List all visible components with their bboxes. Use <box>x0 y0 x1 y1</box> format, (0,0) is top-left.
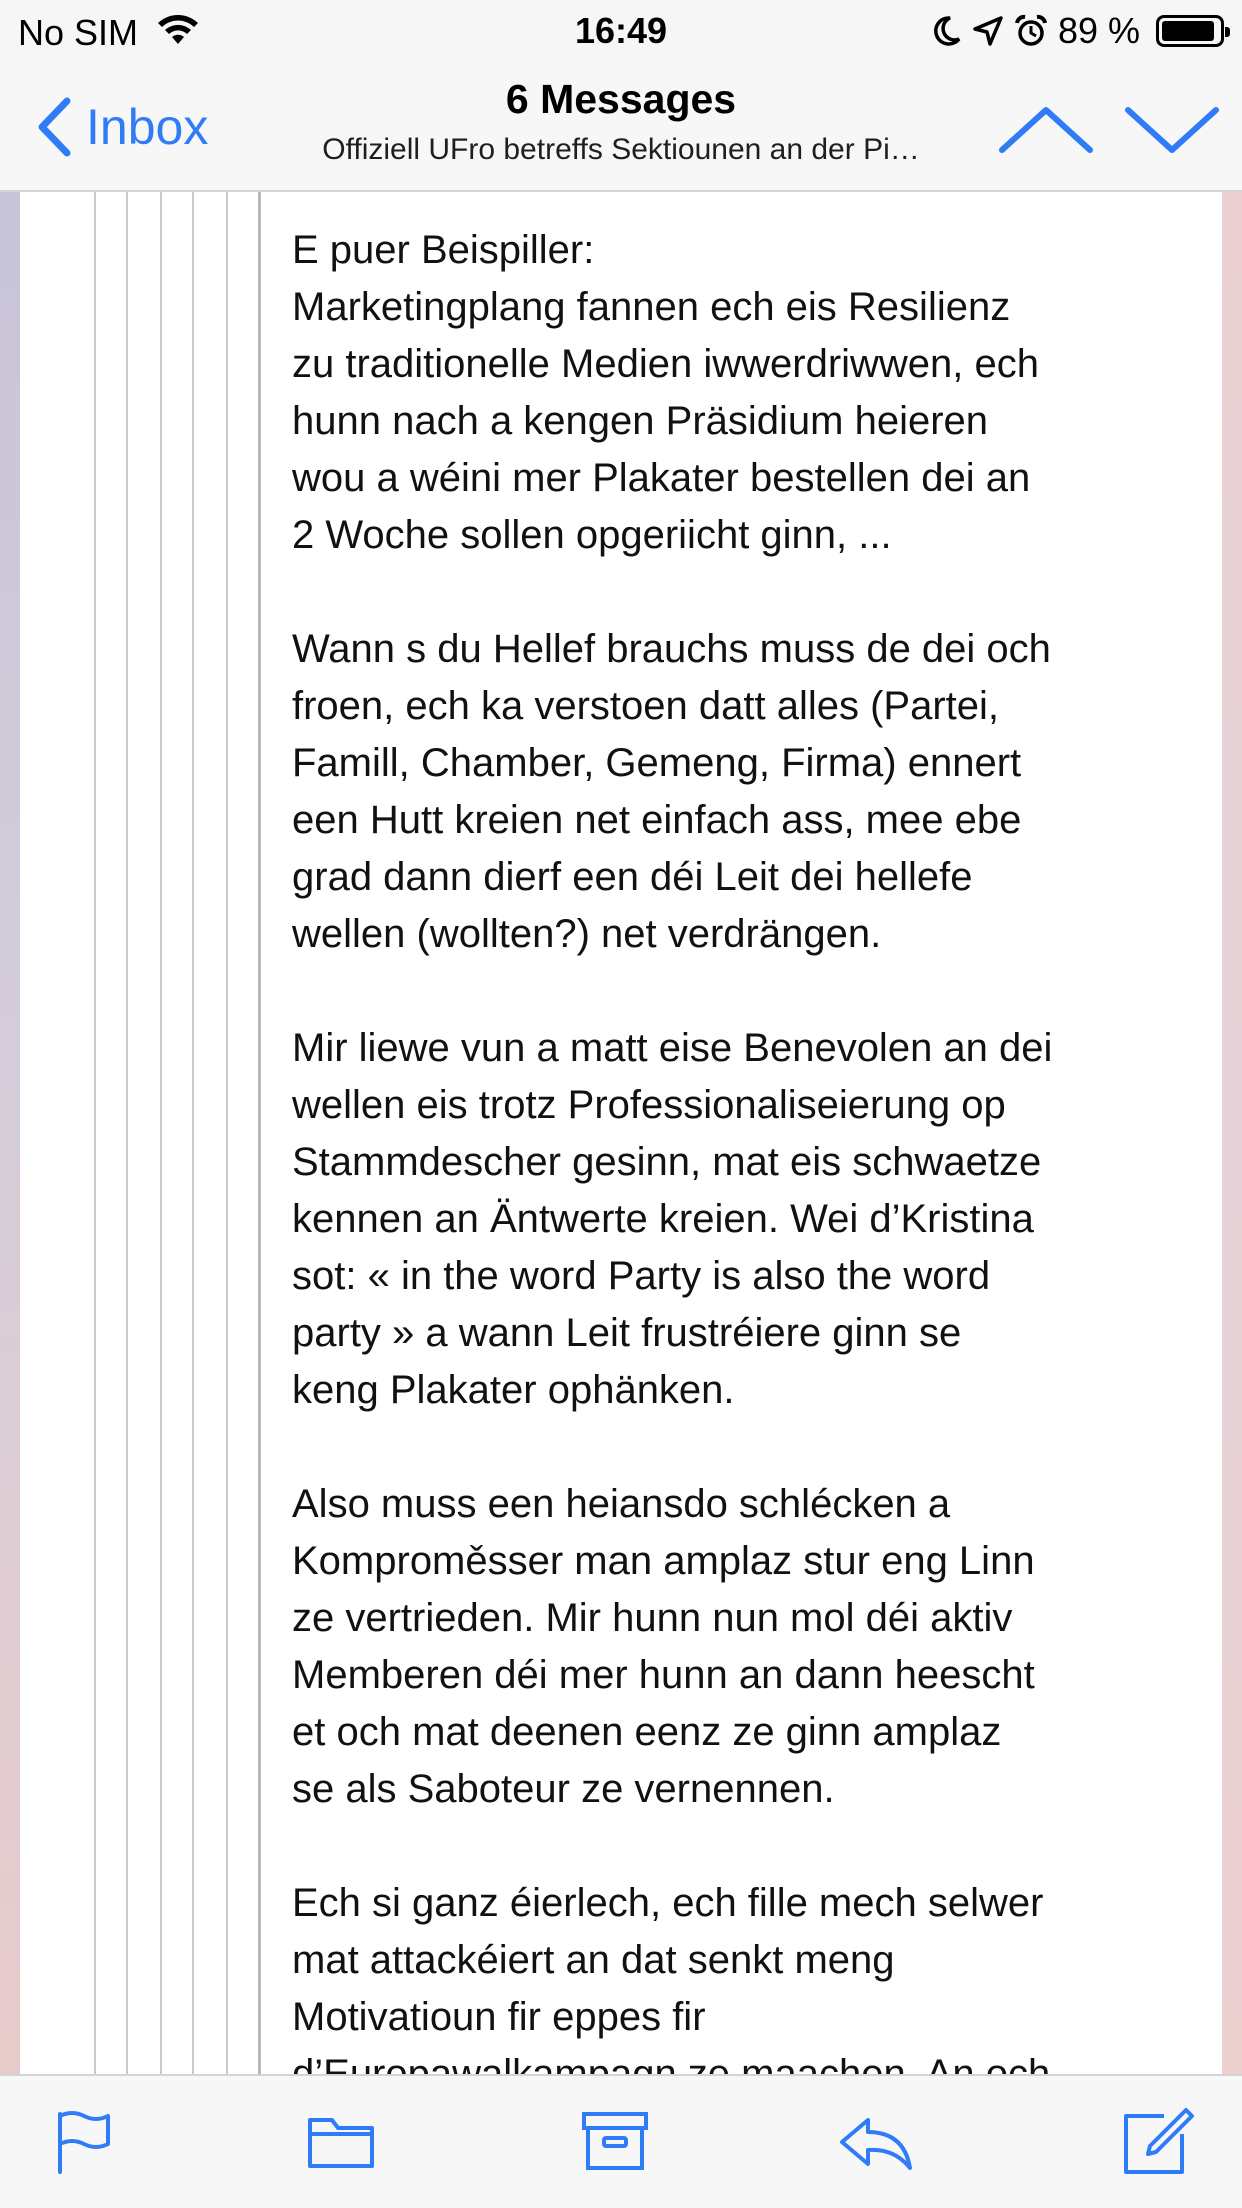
quote-line <box>226 192 228 2074</box>
message-line: wellen eis trotz Professionaliseierung op <box>292 1083 1006 1127</box>
moon-icon <box>932 15 962 47</box>
folder-icon <box>306 2106 376 2176</box>
message-line: froen, ech ka verstoen datt alles (Partei, <box>292 684 1000 728</box>
message-body <box>292 222 1172 2160</box>
message-paragraph <box>292 1476 1172 1818</box>
flag-icon <box>50 2106 120 2176</box>
previous-message-button[interactable] <box>996 100 1096 160</box>
message-line: wellen (wollten?) net verdrängen. <box>292 912 882 956</box>
clock: 16:49 <box>574 10 668 51</box>
message-line: E puer Beispiller: <box>292 228 595 272</box>
location-icon <box>972 15 1004 47</box>
left-edge <box>0 192 20 2074</box>
archive-button[interactable] <box>580 2106 650 2176</box>
message-line: wou a wéini mer Plakater bestellen dei an <box>292 456 1031 500</box>
message-line: et och mat deenen eenz ze ginn amplaz <box>292 1710 1002 1754</box>
message-paragraph <box>292 1020 1172 1419</box>
message-line: se als Saboteur ze vernennen. <box>292 1767 835 1811</box>
message-line: Wann s du Hellef brauchs muss de dei och <box>292 627 1051 671</box>
quote-line <box>160 192 162 2074</box>
message-line: Komproměsser man amplaz stur eng Linn <box>292 1539 1035 1583</box>
compose-icon <box>1120 2106 1196 2176</box>
page-title: 6 Messages <box>505 76 737 122</box>
message-line: Also muss een heiansdo schlécken a <box>292 1482 951 1526</box>
battery-icon <box>1156 15 1224 47</box>
message-paragraph <box>292 1875 1172 2103</box>
archive-icon <box>580 2106 650 2176</box>
bottom-toolbar <box>0 2074 1242 2208</box>
nav-bar <box>0 62 1242 192</box>
message-line: Stammdescher gesinn, mat eis schwaetze <box>292 1140 1042 1184</box>
message-content[interactable] <box>0 192 1242 2074</box>
back-button[interactable] <box>34 92 208 162</box>
nav-title-block <box>260 76 982 167</box>
message-line: grad dann dierf een déi Leit dei hellefe <box>292 855 973 899</box>
message-line: mat attackéiert an dat senkt meng <box>292 1938 895 1982</box>
quote-line <box>94 192 96 2074</box>
quote-line <box>126 192 128 2074</box>
alarm-icon <box>1014 14 1048 48</box>
message-line: kennen an Äntwerte kreien. Wei d’Kristina <box>292 1197 1034 1241</box>
message-line: sot: « in the word Party is also the word <box>292 1254 991 1298</box>
message-line: Ech si ganz éierlech, ech fille mech selwer <box>292 1881 1044 1925</box>
quote-line <box>258 192 261 2074</box>
message-line: Marketingplang fannen ech eis Resilienz <box>292 285 1011 329</box>
message-line: party » a wann Leit frustréiere ginn se <box>292 1311 962 1355</box>
battery-percent: 89 % <box>1057 10 1140 51</box>
message-line: zu traditionelle Medien iwwerdriwwen, ech <box>292 342 1040 386</box>
message-paragraph <box>292 222 1172 564</box>
message-line: 2 Woche sollen opgeriicht ginn, ... <box>292 513 892 557</box>
status-right-icons <box>932 10 1224 52</box>
right-edge <box>1222 192 1242 2074</box>
chevron-left-icon <box>34 96 74 158</box>
message-line: Motivatioun fir eppes fir <box>292 1995 706 2039</box>
flag-button[interactable] <box>50 2106 120 2176</box>
next-message-button[interactable] <box>1122 100 1222 160</box>
message-line: Famill, Chamber, Gemeng, Firma) ennert <box>292 741 1022 785</box>
message-line: hunn nach a kengen Präsidium heieren <box>292 399 989 443</box>
carrier-label: No SIM <box>18 12 139 53</box>
message-line: ze vertrieden. Mir hunn nun mol déi aktiv <box>292 1596 1013 1640</box>
message-line: een Hutt kreien net einfach ass, mee ebe <box>292 798 1022 842</box>
message-line: Mir liewe vun a matt eise Benevolen an dei <box>292 1026 1053 1070</box>
message-line: keng Plakater ophänken. <box>292 1368 735 1412</box>
back-button-label: Inbox <box>86 99 209 155</box>
reply-icon <box>836 2106 916 2176</box>
status-bar <box>0 0 1242 62</box>
compose-button[interactable] <box>1120 2106 1196 2176</box>
message-line: Memberen déi mer hunn an dann heescht <box>292 1653 1035 1697</box>
message-paragraph <box>292 621 1172 963</box>
move-to-folder-button[interactable] <box>306 2106 376 2176</box>
quote-line <box>192 192 194 2074</box>
reply-button[interactable] <box>836 2106 916 2176</box>
thread-subject: Offiziell UFro betreffs Sektiounen an der Pi… <box>322 133 920 166</box>
